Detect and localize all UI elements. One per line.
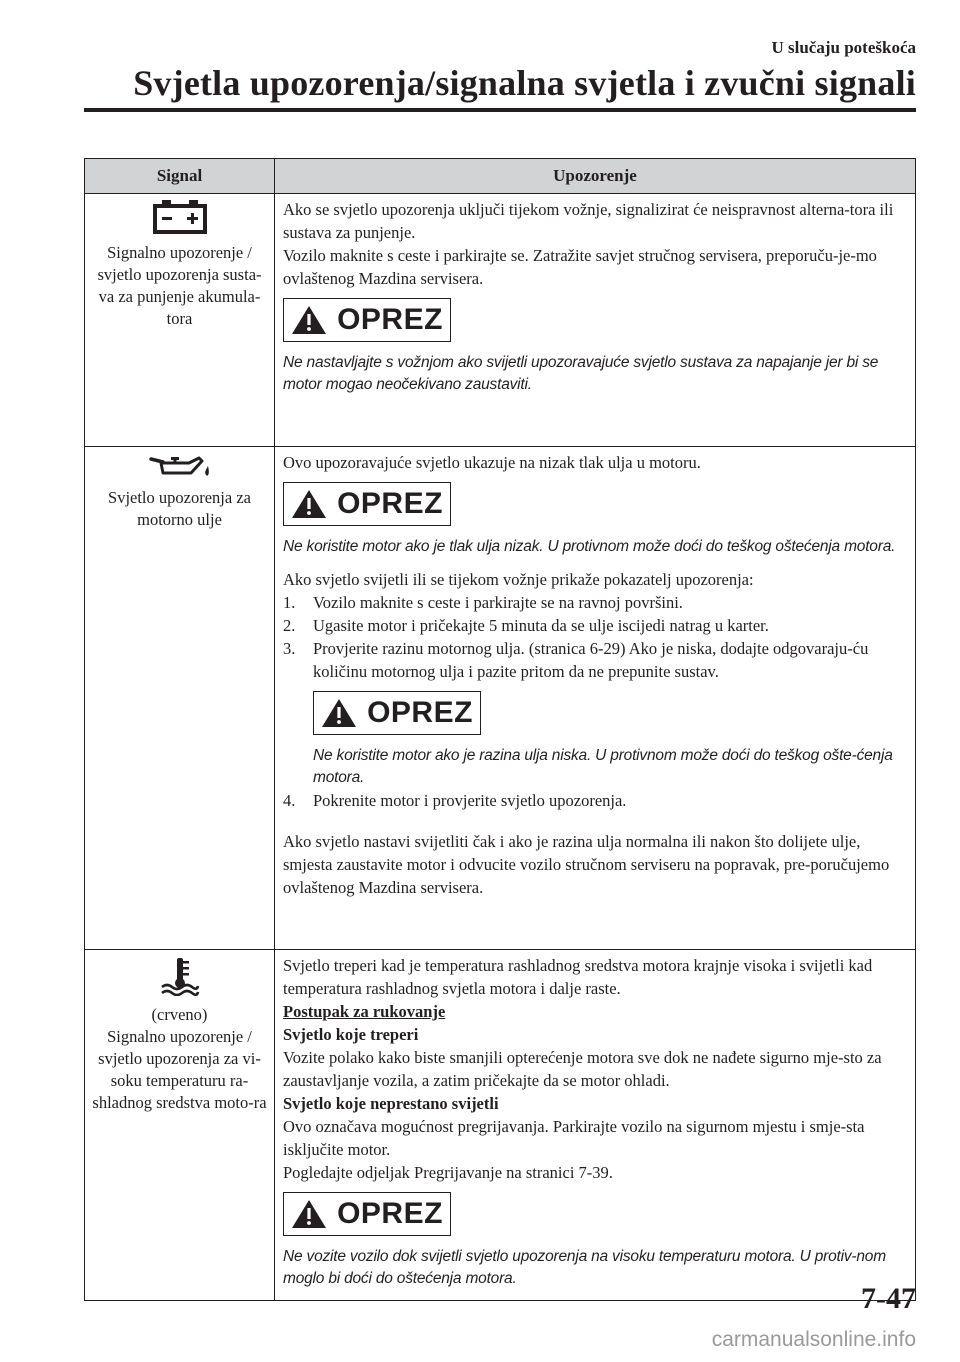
list-item [283, 614, 907, 637]
warning-triangle-icon [291, 305, 327, 335]
caution-label: OPREZ [367, 696, 473, 729]
caution-box [283, 298, 451, 342]
paragraph: Svjetlo treperi kad je temperatura rashladnog sredstva motora krajnje visoka i svijetli kad temperatura rashladnog svjetla motora i dalje raste. [283, 956, 873, 998]
caution-text: Ne koristite motor ako je tlak ulja nizak. U protivnom može doći do teškog oštećenja motora. [283, 538, 896, 555]
header-rule [84, 108, 916, 112]
warning-cell [275, 194, 916, 447]
column-header-warning: Upozorenje [275, 159, 916, 194]
signal-label: Signalno upozorenje / svjetlo upozorenja susta-va za punjenje akumula-tora [97, 243, 262, 328]
table-header-row [85, 159, 916, 194]
coolant-temperature-icon [160, 956, 200, 996]
warning-lights-table [84, 158, 916, 1301]
caution-text: Ne vozite vozilo dok svijetli svjetlo upozorenja na visoku temperaturu motora. U protiv-nom moglo bi doći do oštećenja motora. [283, 1248, 886, 1287]
signal-label: Signalno upozorenje / svjetlo upozorenja za vi-soku temperaturu ra-shladnog sredstva moto-ra [92, 1027, 267, 1112]
page-title: Svjetla upozorenja/signalna svjetla i zvučni signali [133, 63, 916, 103]
caution-text: Ne koristite motor ako je razina ulja niska. U protivnom može doći do teškog ošte-ćenja motora. [313, 747, 893, 786]
caution-label: OPREZ [337, 1197, 443, 1230]
page-reference: Pogledajte odjeljak Pregrijavanje na stranici 7-39. [283, 1163, 613, 1182]
signal-cell [85, 194, 275, 447]
section-name: U slučaju poteškoća [771, 38, 916, 57]
step-number: 2. [283, 616, 296, 635]
blinking-heading: Svjetlo koje treperi [283, 1025, 419, 1044]
step-text: Pokrenite motor i provjerite svjetlo upozorenja. [313, 791, 627, 810]
paragraph: Vozilo maknite s ceste i parkirajte se. Zatražite savjet stručnog servisera, preporuču-je-mo ovlaštenog Mazdina servisera. [283, 246, 877, 288]
warning-cell [275, 447, 916, 950]
signal-label: Svjetlo upozorenja za motorno ulje [108, 488, 251, 529]
signal-cell [85, 950, 275, 1301]
step-number: 1. [283, 593, 296, 612]
warning-cell [275, 950, 916, 1301]
step-number: 3. [283, 639, 296, 658]
column-header-signal: Signal [85, 159, 275, 194]
page-number: 7-47 [861, 1282, 916, 1315]
battery-icon [152, 200, 208, 234]
paragraph: Ovo upozoravajuće svjetlo ukazuje na nizak tlak ulja u motoru. [283, 453, 701, 472]
paragraph: Ako svjetlo svijetli ili se tijekom vožnje prikaže pokazatelj upozorenja: [283, 570, 754, 589]
caution-text: Ne nastavljajte s vožnjom ako svijetli upozoravajuće svjetlo sustava za napajanje jer bi se motor mogao neočekivano zaustaviti. [283, 354, 879, 393]
list-item [283, 591, 907, 614]
step-text: Ugasite motor i pričekajte 5 minuta da se ulje iscijedi natrag u karter. [313, 616, 769, 635]
signal-color-label: (crveno) [151, 1005, 208, 1024]
paragraph: Ako svjetlo nastavi svijetliti čak i ako je razina ulja normalna ili nakon što dolijete ulje, smjesta zaustavite motor i odvucite vozilo stručnom serviseru na popravak, pre-poručujemo ovlaštenog Mazdina servisera. [283, 832, 890, 897]
signal-cell [85, 447, 275, 950]
table-row [85, 950, 916, 1301]
caution-box [313, 691, 481, 735]
watermark: carmanualsonline.info [711, 1328, 916, 1351]
warning-triangle-icon [291, 1199, 327, 1229]
caution-label: OPREZ [337, 487, 443, 520]
list-item [283, 789, 907, 812]
step-number: 4. [283, 791, 296, 810]
warning-triangle-icon [291, 489, 327, 519]
procedure-heading: Postupak za rukovanje [283, 1002, 446, 1021]
caution-box [283, 1192, 451, 1236]
paragraph: Vozite polako kako biste smanjili opterećenje motora sve dok ne nađete sigurno mje-sto za zaustavljanje vozila, a zatim pričekajte da se motor ohladi. [283, 1048, 882, 1090]
caution-label: OPREZ [337, 303, 443, 336]
step-text: Vozilo maknite s ceste i parkirajte se na ravnoj površini. [313, 593, 683, 612]
table-row [85, 447, 916, 950]
steady-heading: Svjetlo koje neprestano svijetli [283, 1094, 499, 1113]
paragraph: Ako se svjetlo upozorenja uključi tijekom vožnje, signalizirat će neispravnost alterna-tora ili sustava za punjenje. [283, 200, 894, 242]
warning-triangle-icon [321, 698, 357, 728]
step-text: Provjerite razinu motornog ulja. (stranica 6-29) Ako je niska, dodajte odgovaraju-ću količinu motornog ulja i pazite pritom da ne prepunite sustav. [313, 639, 869, 681]
oil-can-icon [149, 453, 211, 479]
paragraph: Ovo označava mogućnost pregrijavanja. Parkirajte vozilo na sigurnom mjestu i smje-sta isključite motor. [283, 1117, 865, 1159]
caution-box [283, 482, 451, 526]
table-row [85, 194, 916, 447]
list-item [283, 637, 907, 683]
